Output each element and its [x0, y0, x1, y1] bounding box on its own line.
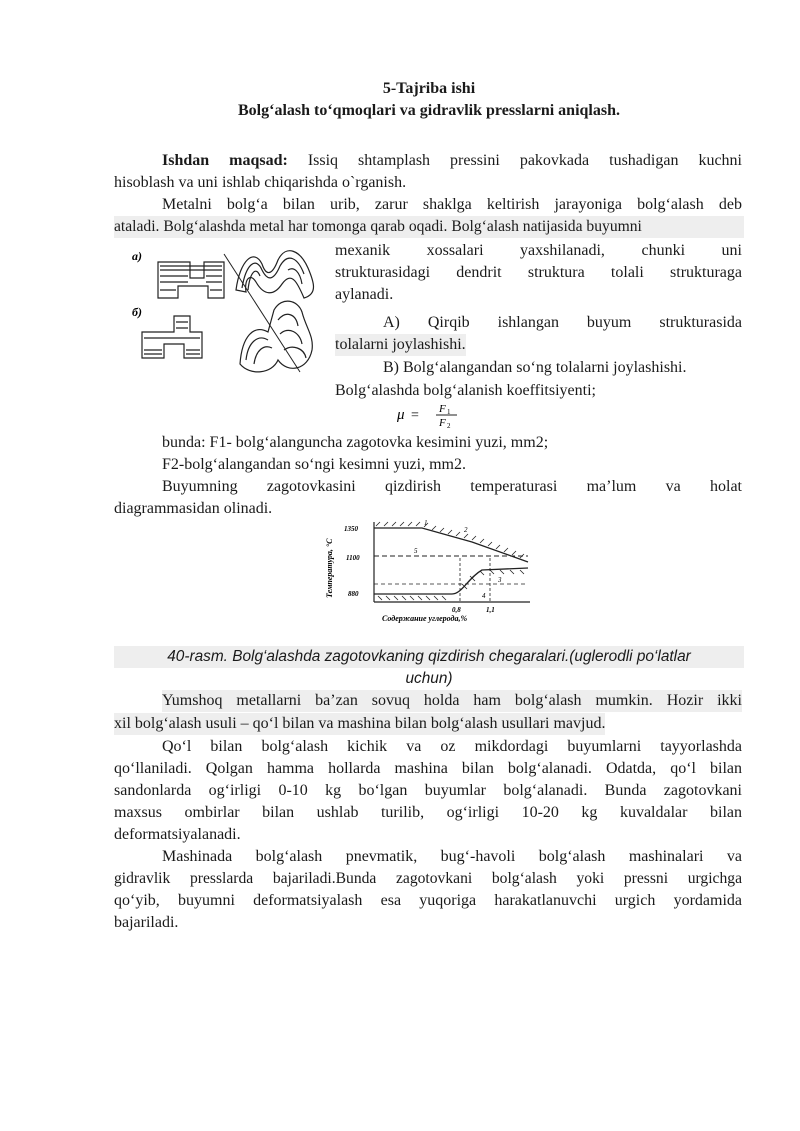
- p3-line-2: xil bolg‘alash usuli – qo‘l bilan va mashina bilan bolg‘alash usullari mavjud.: [114, 713, 605, 735]
- item-a-line-1: A) Qirqib ishlangan buyum strukturasida: [383, 314, 742, 331]
- goal-label: Ishdan maqsad:: [162, 152, 288, 169]
- p4-line-5: deformatsiyalanadi.: [114, 826, 241, 843]
- p1-line-2: ataladi. Bolg‘alashda metal har tomonga qarab oqadi. Bolg‘alash natijasida buyumni: [114, 216, 744, 238]
- curve-label-5: 5: [414, 547, 418, 555]
- figure-caption-line-1: 40-rasm. Bolg‘alashda zagotovkaning qizdirish chegaralari.(uglerodli po‘latlar: [114, 646, 744, 668]
- formula-equals: =: [411, 408, 419, 423]
- curve-label-4: 4: [482, 592, 486, 600]
- p5-line-4: bajariladi.: [114, 914, 179, 931]
- formula-numerator-sub: 1: [447, 408, 451, 416]
- cut-part-b: [142, 316, 202, 358]
- p4-line-3: sandonlarda og‘irligi 0-10 kg bo‘lgan buyumlar bolg‘alanadi. Bunda zagotovkani: [114, 782, 742, 799]
- figure-label-b: б): [132, 305, 142, 319]
- p4-line-4: maxsus ombirlar bilan ushlab turilib, og‘irligi 10-20 kg kuvaldalar bilan: [114, 804, 742, 821]
- cut-part-a: [158, 262, 224, 298]
- goal-line-2: hisoblash va uni ishlab chiqarishda o`rganish.: [114, 174, 407, 191]
- page-subtitle: Bolg‘alash to‘qmoqlari va gidravlik presslarni aniqlash.: [238, 102, 620, 119]
- diagram-xlabel: Содержание углерода,%: [382, 614, 468, 623]
- definition-f2: F2-bolg‘alangandan so‘ngi kesimni yuzi, mm2.: [162, 456, 466, 473]
- definition-f1: bunda: F1- bolg‘alanguncha zagotovka kesimini yuzi, mm2;: [162, 434, 549, 451]
- p2-line-1: Buyumning zagotovkasini qizdirish temperaturasi ma’lum va holat: [162, 478, 742, 495]
- goal-text: Issiq shtamplash pressini pakovkada tushadigan kuchni: [307, 152, 742, 169]
- formula-mu: μ: [397, 407, 405, 423]
- item-a-line-2: tolalarni joylashishi.: [335, 334, 466, 356]
- page-title: 5-Tajriba ishi: [382, 80, 476, 97]
- item-b: B) Bolg‘alangandan so‘ng tolalarni joylashishi.: [383, 359, 687, 376]
- p3-line-1: Yumshoq metallarni ba’zan sovuq holda ham bolg‘alash mumkin. Hozir ikki: [162, 690, 742, 712]
- p1-line-5: aylanadi.: [335, 286, 394, 303]
- p5-line-2: gidravlik presslarda bajariladi.Bunda zagotovkani bolg‘alash yoki pressni urgichga: [114, 870, 742, 887]
- p5-line-1: Mashinada bolg‘alash pnevmatik, bug‘-havoli bolg‘alash mashinalari va: [162, 848, 742, 865]
- curve-label-2: 2: [464, 526, 468, 534]
- forging-coefficient-formula: [395, 400, 471, 430]
- p1-line-1: Metalni bolg‘a bilan urib, zarur shaklga keltirish jarayoniga bolg‘alash deb: [162, 196, 742, 213]
- p2-line-2: diagrammasidan olinadi.: [114, 500, 273, 517]
- curve-label-1: 1: [424, 519, 428, 527]
- forging-fiber-figure: [128, 240, 334, 378]
- forged-part-b: [240, 301, 312, 372]
- figure-caption-line-2: uchun): [405, 670, 453, 687]
- formula-denominator-sub: 2: [447, 422, 451, 430]
- p5-line-3: qo‘yib, buyumni deformatsiyalash esa yuqoriga harakatlanuvchi urgich yordamida: [114, 892, 742, 909]
- y-tick-1350: 1350: [344, 525, 358, 533]
- goal-line-1: [162, 150, 742, 172]
- x-tick-0-8: 0,8: [452, 606, 461, 614]
- p4-line-1: Qo‘l bilan bolg‘alash kichik va oz mikdordagi buyumlarni tayyorlashda: [162, 738, 742, 755]
- curve-label-3: 3: [498, 576, 502, 584]
- p1-line-3: mexanik xossalari yaxshilanadi, chunki uni: [335, 242, 742, 259]
- figure-label-a: а): [132, 249, 142, 263]
- coefficient-line: Bolg‘alashda bolg‘alanish koeffitsiyenti;: [335, 382, 596, 399]
- heating-range-diagram: [322, 518, 534, 626]
- y-tick-1100: 1100: [346, 554, 360, 562]
- p4-line-2: qo‘llaniladi. Qolgan hamma hollarda mashina bilan bolg‘alanadi. Odatda, qo‘l bilan: [114, 760, 742, 777]
- x-tick-1-1: 1,1: [486, 606, 495, 614]
- y-tick-880: 880: [348, 590, 359, 598]
- formula-numerator: F: [439, 403, 446, 415]
- p1-line-4: strukturasidagi dendrit struktura tolali strukturaga: [335, 264, 742, 281]
- formula-denominator: F: [439, 417, 446, 429]
- diagram-ylabel: Температура, °С: [325, 538, 334, 598]
